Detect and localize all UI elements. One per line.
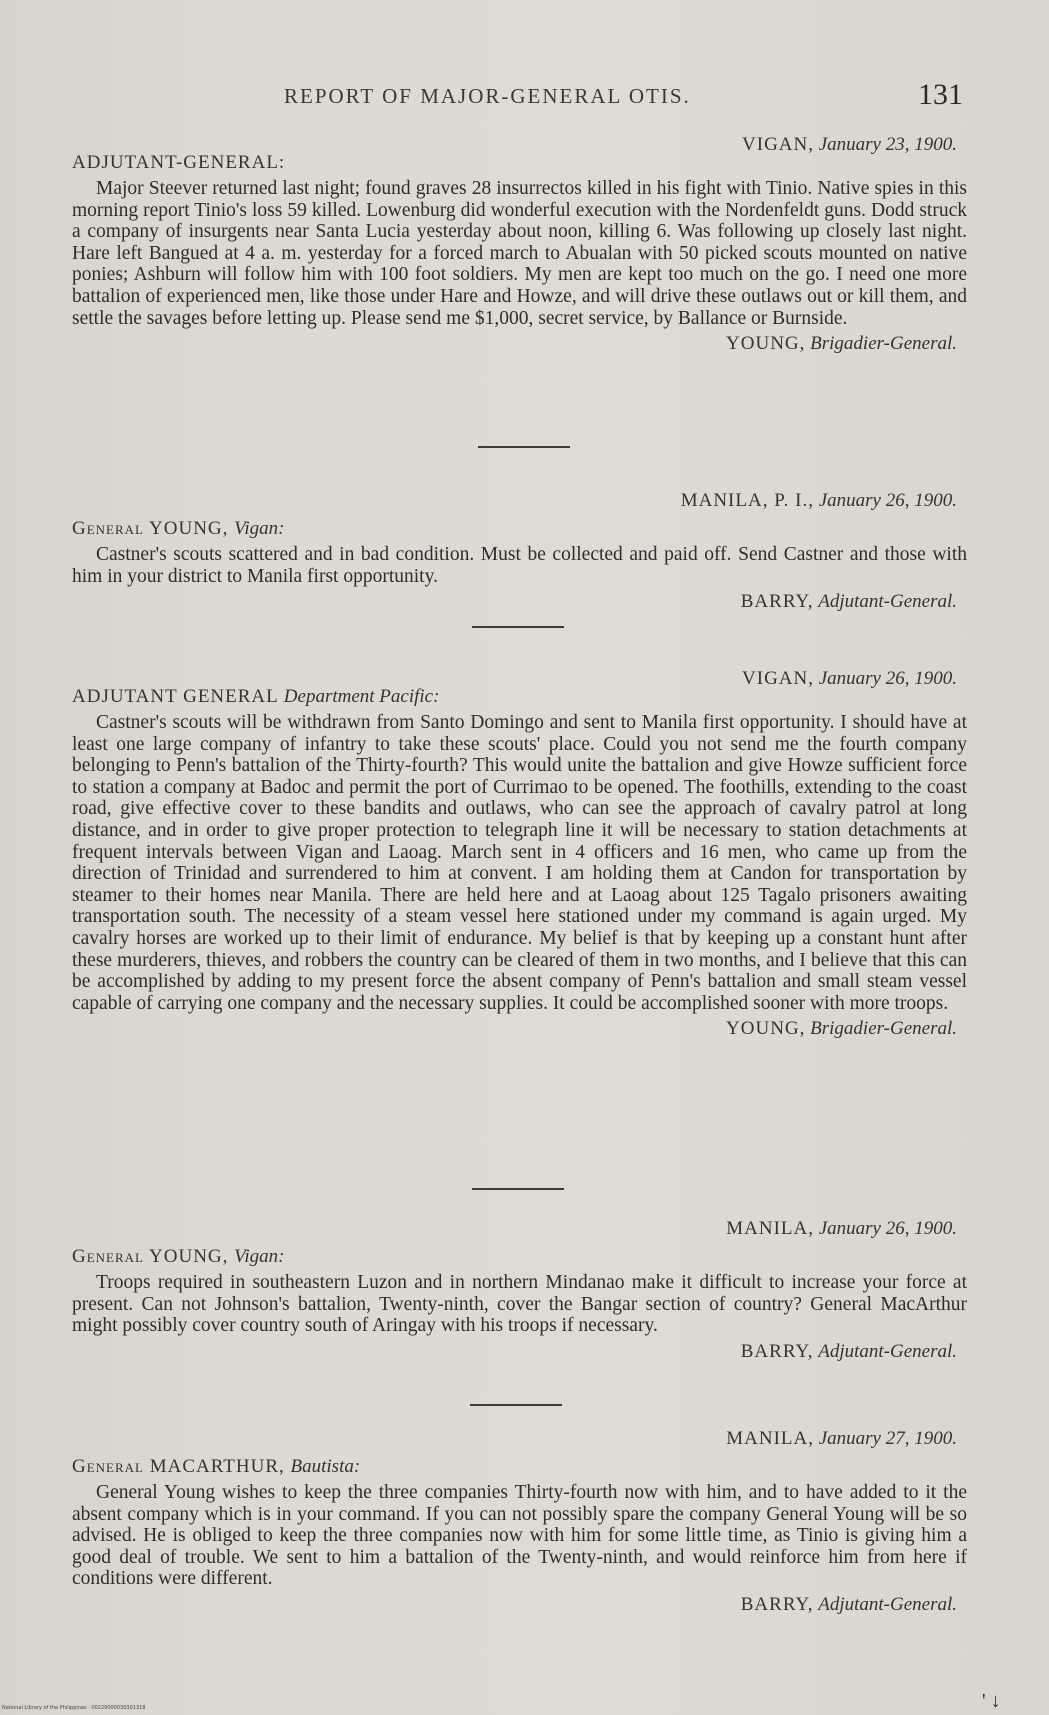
signature-name: BARRY, [740,591,814,613]
addressee-name: General YOUNG, [72,1246,229,1267]
telegram-3 [72,668,967,1040]
telegram-body: Major Steever returned last night; found graves 28 insurrectos killed in his fight with Tinio. Native spies in this morning report Tinio's loss 59 killed. Lowenburg did wonderful execution with the Nordenfeldt guns. Dodd struck a company of insurgents near Santa Lucia yesterday about noon, killing 6. Was following up closely last night. Hare left Bangued at 4 a. m. yesterday for a forced march to Abualan with 50 picked scouts mounted on native ponies; Ashburn will follow him with 100 foot soldiers. My men are kept too much on the go. I need one more battalion of experienced men, like those under Hare and Howze, and will drive these outlaws out or kill them, and settle the savages before letting up. Please send me $1,000, secret service, by Ballance or Burnside. [72,178,967,329]
signature [72,1341,967,1363]
telegram-body: Troops required in southeastern Luzon and in northern Mindanao make it difficult to increase your force at present. Can not Johnson's battalion, Twenty-ninth, cover the Bangar section of country? General MacArthur might possibly cover country south of Aringay with his troops if necessary. [72,1272,967,1337]
telegram-body: General Young wishes to keep the three companies Thirty-fourth now with him, and to have added to it the absent company which is in your command. If you can not possibly spare the company General Young will be so advised. He is obliged to keep the three companies now with him for some little time, as Tinio is giving him a good deal of trouble. We sent to him a battalion of the Twenty-ninth, and would reinforce him from here if conditions were different. [72,1482,967,1590]
telegram-1 [72,134,967,355]
addressee-name: General MACARTHUR, [72,1456,285,1477]
signature-name: YOUNG, [726,1018,806,1040]
telegram-4 [72,1218,967,1363]
signature-title: Adjutant-General. [818,1340,957,1362]
dateline [72,1218,967,1240]
addressee-location: Department Pacific: [283,686,440,707]
addressee-name: ADJUTANT-GENERAL: [72,152,286,173]
signature [72,1018,967,1040]
signature-title: Brigadier-General. [810,1018,957,1040]
dateline-place: VIGAN, [742,134,814,155]
signature-title: Adjutant-General. [818,591,957,613]
dateline-date: January 23, 1900. [818,134,957,155]
dateline-date: January 26, 1900. [818,668,957,689]
separator-rule [478,446,570,448]
dateline-date: January 26, 1900. [818,1218,957,1239]
signature-name: BARRY, [740,1593,814,1615]
addressee [72,518,967,540]
dateline [72,1428,967,1450]
signature-title: Brigadier-General. [810,333,957,355]
separator-rule [472,626,564,628]
page-number: 131 [918,78,963,111]
telegram-body: Castner's scouts will be withdrawn from Santo Domingo and sent to Manila first opportunity. I should have at least one large company of infantry to take these scouts' place. Could you not send me the fourth company belonging to Penn's battalion of the Thirty-fourth? This would unite the battalion and give Howze sufficient force to station a company at Badoc and permit the port of Currimao to be opened. The foothills, extending to the coast road, give effective cover to these bandits and outlaws, who can see the approach of cavalry patrol at long distance, and in order to give proper protection to telegraph line it will be necessary to station detachments at frequent intervals between Vigan and Laoag. March sent in 4 officers and 16 men, who came up from the direction of Trinidad and surrendered to him at convent. I am holding them at Candon for transportation by steamer to their homes near Manila. There are held here and at Laoag about 125 Tagalo prisoners awaiting transportation south. The necessity of a steam vessel here stationed under my command is again urged. My cavalry horses are worked up to their limit of endurance. My belief is that by keeping up a constant hunt after these murderers, thieves, and robbers the country can be cleared of them in two months, and I believe that this can be accomplished by adding to my present force the absent company of Penn's battalion and small steam vessel capable of carrying one company and the necessary supplies. It could be accomplished sooner with more troops. [72,712,967,1014]
running-head: REPORT OF MAJOR-GENERAL OTIS. [284,84,691,108]
signature-title: Adjutant-General. [818,1593,957,1615]
dateline-place: MANILA, [726,1428,814,1449]
signature [72,591,967,613]
margin-marks: ' ↓ [982,1690,1001,1712]
addressee-location: Vigan: [234,518,285,539]
dateline-place: VIGAN, [742,668,814,689]
dateline [72,490,967,512]
addressee-name: ADJUTANT GENERAL [72,686,279,707]
dateline-date: January 27, 1900. [818,1428,957,1449]
signature-name: BARRY, [740,1340,814,1362]
separator-rule [470,1404,562,1406]
addressee-location: Bautista: [290,1456,361,1477]
dateline-place: MANILA, [726,1218,814,1239]
addressee-name: General YOUNG, [72,518,229,539]
separator-rule [472,1188,564,1190]
addressee [72,1246,967,1268]
archive-stamp: National Library of the Philippines · 00229000030301318 [2,1705,146,1711]
addressee-location: Vigan: [234,1246,285,1267]
dateline-place: MANILA, P. I., [680,490,814,511]
addressee [72,1456,967,1478]
telegram-5 [72,1428,967,1616]
signature-name: YOUNG, [726,333,806,355]
signature [72,1594,967,1616]
page-header [0,80,1049,120]
dateline-date: January 26, 1900. [818,490,957,511]
telegram-2 [72,490,967,613]
signature [72,333,967,355]
telegram-body: Castner's scouts scattered and in bad condition. Must be collected and paid off. Send Castner and those with him in your district to Manila first opportunity. [72,544,967,587]
